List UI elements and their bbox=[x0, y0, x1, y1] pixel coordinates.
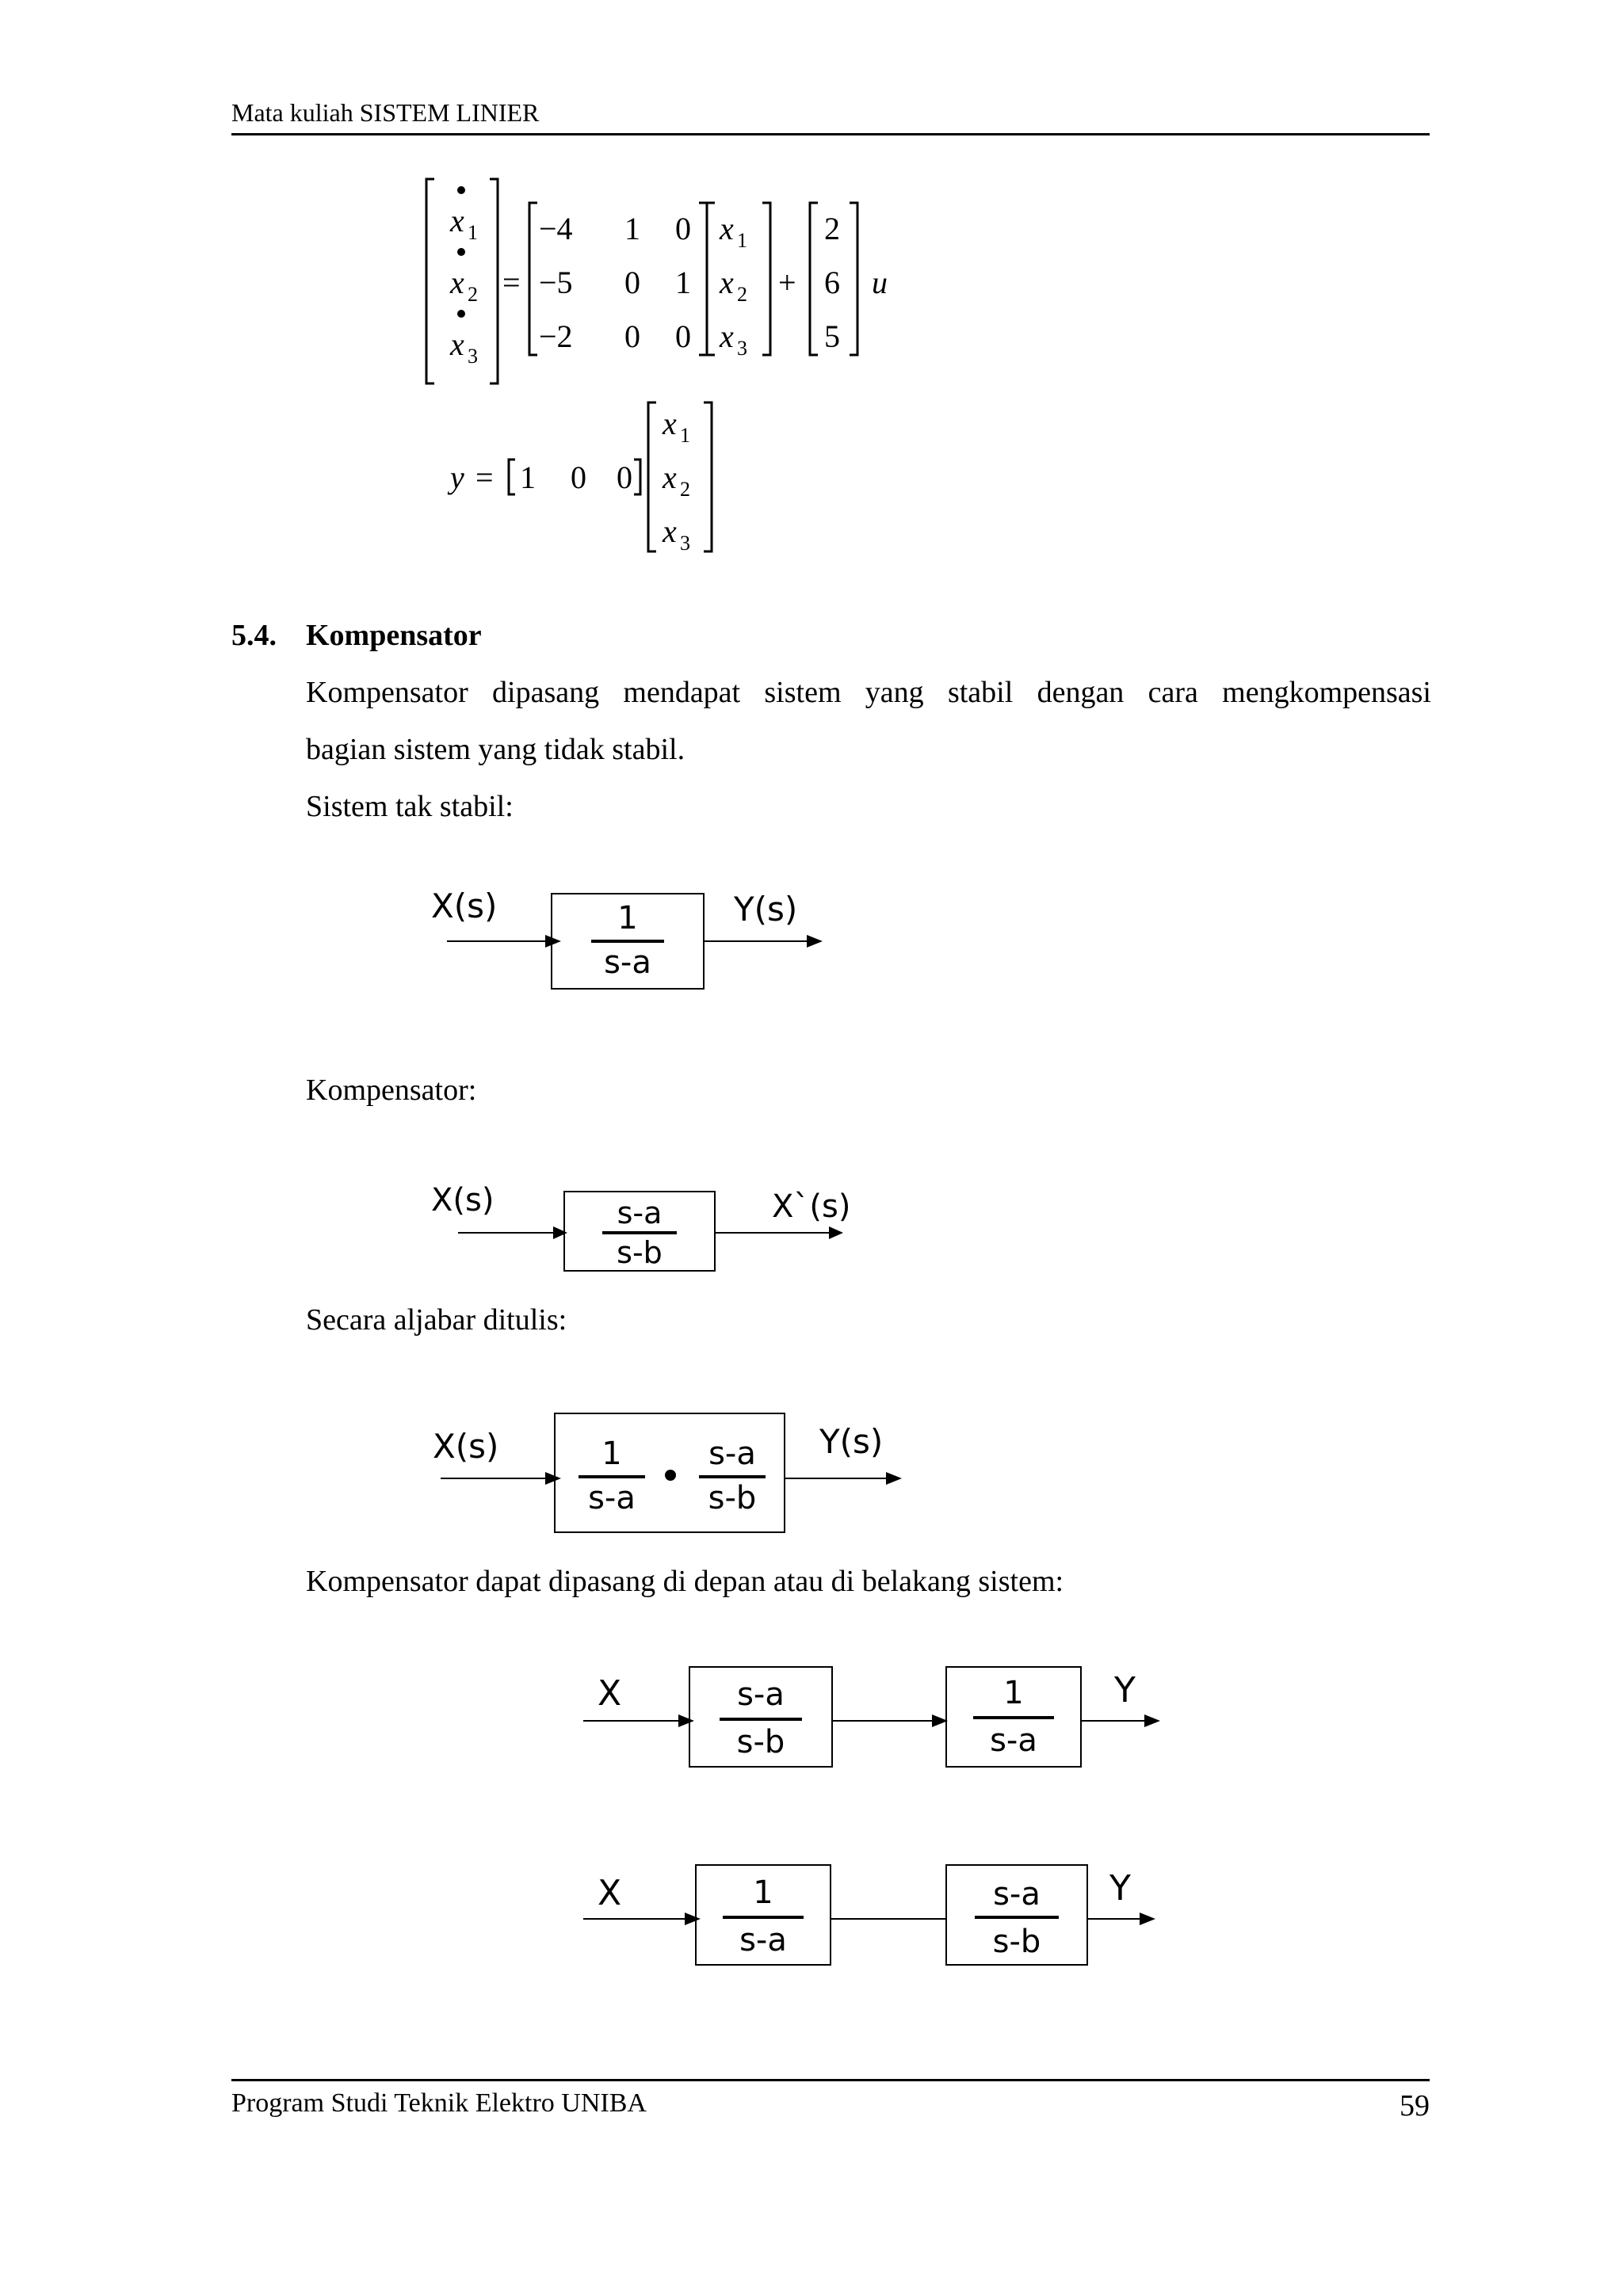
input-label: X(s) bbox=[433, 1427, 499, 1466]
equals-sign: = bbox=[475, 460, 494, 495]
a-matrix-cell: −2 bbox=[539, 318, 573, 354]
x-vector-cell: x bbox=[720, 318, 734, 354]
factor1-denominator: s-a bbox=[588, 1480, 636, 1516]
b-vector-cell: 6 bbox=[824, 265, 840, 300]
unstable-system-diagram bbox=[428, 879, 840, 998]
label-placement: Kompensator dapat dipasang di depan atau di belakang sistem: bbox=[306, 1565, 1064, 1598]
a-matrix-cell: 0 bbox=[675, 211, 691, 246]
block1-numerator: 1 bbox=[753, 1875, 773, 1911]
block2-numerator: 1 bbox=[1003, 1675, 1024, 1711]
output-label: Y(s) bbox=[819, 1422, 884, 1461]
b-vector-cell: 2 bbox=[824, 211, 840, 246]
x-vector-cell: x bbox=[663, 460, 677, 495]
plus-sign: + bbox=[778, 265, 796, 300]
input-label: X(s) bbox=[431, 1182, 495, 1219]
label-algebra: Secara aljabar ditulis: bbox=[306, 1303, 567, 1337]
factor2-denominator: s-b bbox=[708, 1480, 757, 1516]
output-label: Y(s) bbox=[734, 890, 798, 929]
x-vector-cell: x bbox=[663, 406, 677, 441]
section-title: Kompensator bbox=[306, 619, 482, 652]
block1-numerator: s-a bbox=[737, 1676, 785, 1713]
output-equation bbox=[444, 396, 729, 563]
output-label: Y bbox=[1109, 1868, 1131, 1909]
lhs-x2: x bbox=[450, 265, 464, 300]
a-matrix-cell: 0 bbox=[624, 265, 640, 300]
block2-denominator: s-b bbox=[992, 1924, 1041, 1960]
section-number: 5.4. bbox=[231, 619, 277, 652]
page-header: Mata kuliah SISTEM LINIER bbox=[231, 98, 540, 127]
factor1-numerator: 1 bbox=[601, 1436, 622, 1472]
block1-denominator: s-b bbox=[736, 1724, 785, 1760]
compensator-back-diagram bbox=[579, 1854, 1181, 1981]
a-matrix-cell: 0 bbox=[675, 318, 691, 354]
block2-denominator: s-a bbox=[990, 1722, 1037, 1759]
c-row-cell: 1 bbox=[520, 460, 536, 495]
x-vector-sub: 3 bbox=[737, 337, 747, 360]
block-denominator: s-b bbox=[617, 1235, 663, 1270]
b-vector-cell: 5 bbox=[824, 318, 840, 354]
c-row-cell: 0 bbox=[571, 460, 586, 495]
a-matrix-cell: 1 bbox=[675, 265, 691, 300]
paragraph-line-1: Kompensator dipasang mendapat sistem yang stabil dengan cara mengkompensasi bbox=[306, 676, 1431, 709]
x-vector-cell: x bbox=[720, 211, 734, 246]
footer-rule bbox=[231, 2079, 1430, 2081]
output-y: y bbox=[450, 460, 464, 495]
factor2-numerator: s-a bbox=[708, 1436, 756, 1472]
page-number: 59 bbox=[1400, 2089, 1430, 2122]
output-label: Y bbox=[1114, 1670, 1136, 1711]
label-unstable-system: Sistem tak stabil: bbox=[306, 790, 514, 823]
input-label: X bbox=[598, 1873, 622, 1913]
x-vector-cell: x bbox=[663, 513, 677, 549]
lhs-x1: x bbox=[450, 203, 464, 238]
a-matrix-cell: −4 bbox=[539, 211, 573, 246]
x-vector-sub: 1 bbox=[680, 424, 690, 447]
section-heading bbox=[231, 618, 482, 653]
state-equation bbox=[420, 174, 927, 396]
block-numerator: s-a bbox=[617, 1196, 663, 1230]
header-rule bbox=[231, 133, 1430, 135]
derivative-dot bbox=[457, 248, 465, 256]
output-label: X`(s) bbox=[772, 1188, 851, 1225]
derivative-dot bbox=[457, 186, 465, 194]
product-dot bbox=[665, 1470, 676, 1481]
input-u: u bbox=[872, 265, 888, 300]
x-vector-sub: 2 bbox=[680, 478, 690, 501]
algebra-diagram bbox=[428, 1402, 919, 1545]
equals-sign: = bbox=[502, 265, 521, 300]
input-label: X(s) bbox=[431, 887, 498, 925]
block-denominator: s-a bbox=[604, 944, 651, 981]
lhs-x1-sub: 1 bbox=[468, 221, 478, 244]
lhs-x3-sub: 3 bbox=[468, 345, 478, 368]
input-label: X bbox=[598, 1673, 622, 1714]
compensator-front-diagram bbox=[579, 1656, 1181, 1783]
a-matrix-cell: 0 bbox=[624, 318, 640, 354]
x-vector-cell: x bbox=[720, 265, 734, 300]
block-numerator: 1 bbox=[617, 900, 638, 936]
footer-program: Program Studi Teknik Elektro UNIBA bbox=[231, 2088, 647, 2118]
derivative-dot bbox=[457, 310, 465, 318]
label-compensator: Kompensator: bbox=[306, 1074, 477, 1107]
block1-denominator: s-a bbox=[739, 1922, 787, 1958]
x-vector-sub: 1 bbox=[737, 229, 747, 252]
block2-numerator: s-a bbox=[993, 1876, 1041, 1913]
x-vector-sub: 2 bbox=[737, 283, 747, 306]
compensator-diagram bbox=[428, 1180, 872, 1283]
lhs-x2-sub: 2 bbox=[468, 283, 478, 306]
a-matrix-cell: −5 bbox=[539, 265, 573, 300]
paragraph-line-2: bagian sistem yang tidak stabil. bbox=[306, 733, 685, 766]
c-row-cell: 0 bbox=[617, 460, 632, 495]
a-matrix-cell: 1 bbox=[624, 211, 640, 246]
lhs-x3: x bbox=[450, 326, 464, 362]
x-vector-sub: 3 bbox=[680, 532, 690, 555]
